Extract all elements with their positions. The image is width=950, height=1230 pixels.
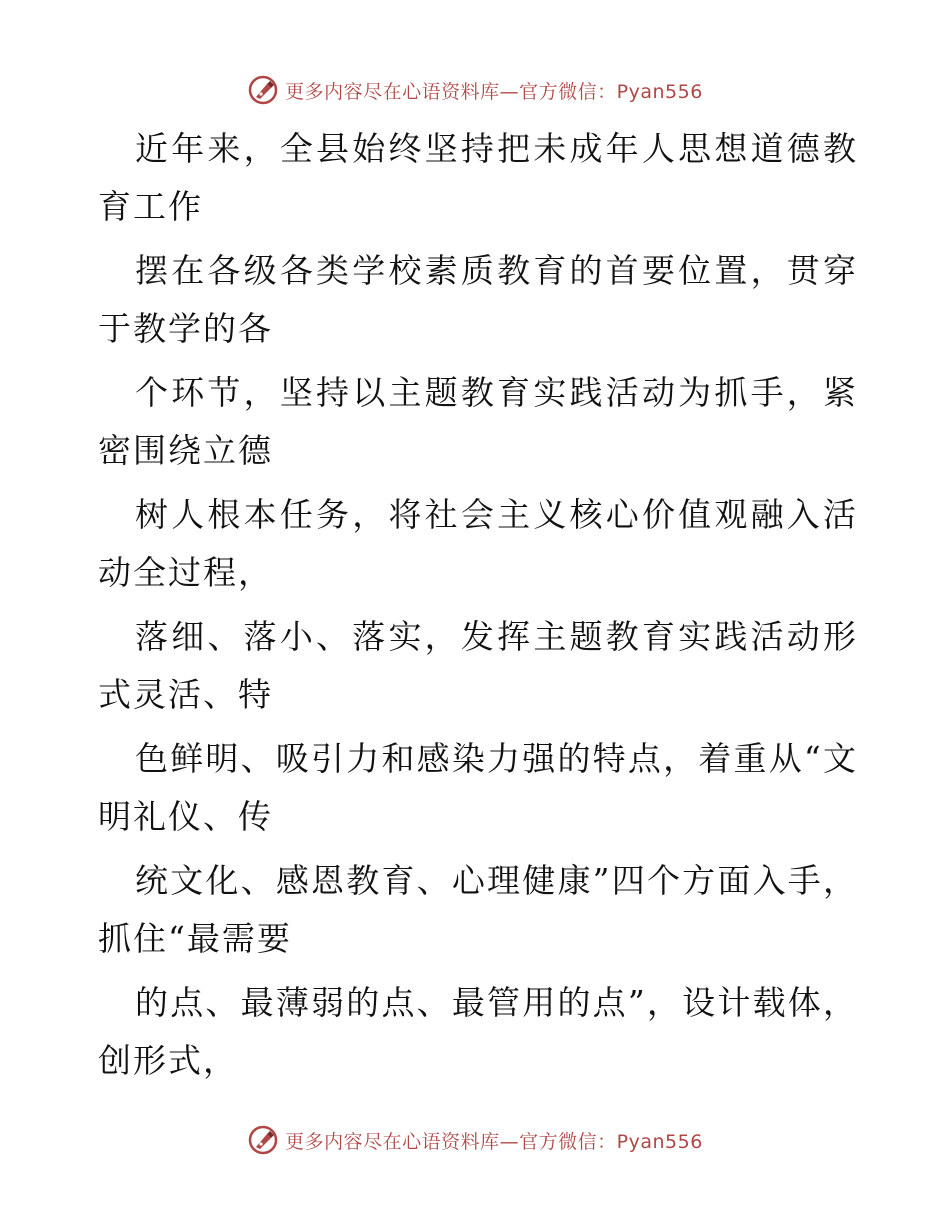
- paragraph-6: 色鲜明、吸引力和感染力强的特点，着重从“文明礼仪、传: [98, 739, 858, 836]
- paragraph-4: 树人根本任务，将社会主义核心价值观融入活动全过程，: [98, 495, 858, 592]
- document-body: [98, 120, 858, 1096]
- footer-banner-text: 更多内容尽在心语资料库—官方微信：Pyan556: [285, 1130, 703, 1153]
- paragraph-7: 统文化、感恩教育、心理健康”四个方面入手，抓住“最需要: [98, 861, 858, 958]
- footer-banner: [0, 1120, 950, 1160]
- paragraph-8: 的点、最薄弱的点、最管用的点”，设计载体，创形式，: [98, 983, 858, 1080]
- header-banner-text: 更多内容尽在心语资料库—官方微信：Pyan556: [285, 80, 703, 103]
- paragraph-5: 落细、落小、落实，发挥主题教育实践活动形式灵活、特: [98, 617, 858, 714]
- pen-nib-logo-icon: [247, 74, 279, 106]
- paragraph-2: 摆在各级各类学校素质教育的首要位置，贯穿于教学的各: [98, 251, 858, 348]
- header-banner: [0, 70, 950, 110]
- paragraph-3: 个环节，坚持以主题教育实践活动为抓手，紧密围绕立德: [98, 373, 858, 470]
- pen-nib-logo-icon: [247, 1124, 279, 1156]
- paragraph-1: 近年来，全县始终坚持把未成年人思想道德教育工作: [98, 129, 858, 226]
